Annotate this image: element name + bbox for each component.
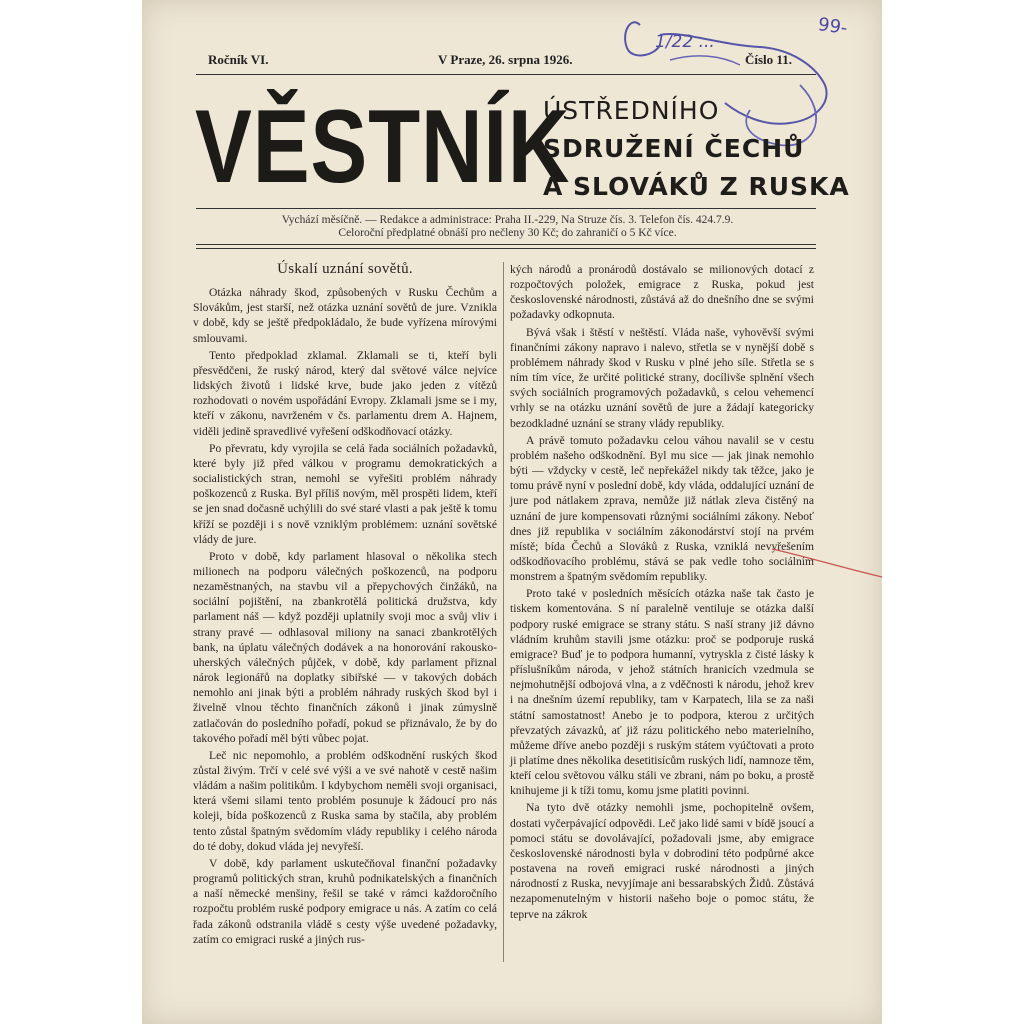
imprint-rule-1	[196, 244, 816, 245]
masthead-rule	[196, 208, 816, 209]
imprint-rule-2	[196, 248, 816, 249]
paragraph: Bývá však i štěstí v neštěstí. Vláda naše, vyhověvší svými finančními zákony napravo i nalevo, střetla se v nynější době s problémem náhrady škod v Rusku v plné jeho síle. Střetla se s ním tím více, že určité politické strany, docílivše splnění všech svých sociálních programových požadavků, s celou vehemencí vrhly se na otázku uznání sovětů de jure a žádají kategoricky bezodkladné uznání se strany vlády republiky.	[510, 325, 814, 430]
paragraph: V době, kdy parlament uskutečňoval finanční požadavky programů politických stran, kruhů podnikatelských a finančních a naší německé menšiny, řešil se také v rámci každoročního rozpočtu problém ruské podpory emigrace u nás. A zatím co celá řada zákonů odstranila vládě s cesty výše uvedené požadavky, zatím co emigraci ruské a jiných rus-	[193, 856, 497, 946]
article-right-column	[510, 262, 814, 924]
issue-number: Číslo 11.	[745, 52, 792, 67]
paragraph: kých národů a pronárodů dostávalo se milionových dotací z rozpočtových položek, emigrace z Ruska, pokud jest československé národnosti, zůstává až do dnešního dne se svými požadavky odkopnuta.	[510, 263, 814, 322]
article-title: Úskalí uznání sovětů.	[277, 261, 413, 277]
paragraph: Na tyto dvě otázky nemohli jsme, pochopitelně ovšem, dostati vyčerpávající odpovědi. Leč jako lidé sami v bídě jsoucí a pomoci státu se dovolávající, požadovali jsme, aby emigrace československé národnosti byla v dobrodiní této podpůrné akce postavena na roveň emigraci ruské národnosti a jiných národností z Ruska, nevyjímaje ani bessarabských Židů. Zůstává nezapomenutelným v historii našeho boje o pomoc státu, že teprve na zákrok	[510, 801, 814, 921]
place-date: V Praze, 26. srpna 1926.	[438, 52, 573, 67]
masthead-subtitle-2: SDRUŽENÍ ČECHŮ	[543, 134, 805, 163]
header-rule	[196, 74, 816, 75]
volume-label: Ročník VI.	[208, 52, 269, 67]
handwritten-number: 99-	[816, 14, 849, 39]
masthead-subtitle-1: ÚSTŘEDNÍHO	[543, 96, 720, 125]
paragraph: Proto také v posledních měsících otázka naše tak často je tiskem komentována. S ní paralelně ventiluje se otázka další podpory ruské emigrace se strany státu. S naší strany již dávno vládním kruhům stavili jsme otázku: proč se podporuje ruská emigrace? Buď je to podpora humanní, vytryskla z čisté lásky k příslušníkům národa, v jehož státních hranicích vzedmula se nejmohutnější odbojová vlna, a z vděčnosti k národu, jehož krev i na dnešním území republiky, tam v Karpatech, lila se za naši státní samostatnost! Anebo je to podpora, kterou z určitých převzatých závazků, ať již rázu politického nebo materielního, můžeme dříve anebo později s ruským státem vyúčtovati a proto ji platíme dnes několika desetitisícům ruských lidí, namnoze těm, kteří celou světovou válku stáli ve zbrani, nám po boku, a prostě knihujeme ji k tíži tomu, komu jsme platiti povinni.	[510, 587, 814, 798]
paragraph: Po převratu, kdy vyrojila se celá řada sociálních požadavků, které byly již před válkou v programu demokratických a socialistických stran, nemohl se vyřešiti problém náhrady poškozenců z Ruska. Byl příliš novým, měl prospěti lidem, kteří se jen snad dočasně uchýlili do své staré vlasti a pak ještě k tomu kříží se později i s nově vzniklým problémem: uznání sovětské vlády de jure.	[193, 441, 497, 546]
column-divider	[503, 262, 504, 962]
paragraph: Tento předpoklad zklamal. Zklamali se ti, kteří byli přesvědčeni, že ruský národ, který dal světové válce nejvíce lidských životů i lidské krve, bude jako jeden z vítězů rozhodovati o novém uspořádání Evropy. Zklamali jsme se i my, kteří v zákonu, navrženém v čs. parlamentu drem A. Hajnem, viděli jedině spravedlivé vyřešení odškodňovací otázky.	[193, 348, 497, 438]
article-left-column	[193, 262, 497, 949]
paragraph: Leč nic nepomohlo, a problém odškodnění ruských škod zůstal živým. Trčí v celé své výši a ve své nahotě v cestě našim vládám a našim politikům. I kdybychom neměli svoji organisaci, která všemi silami tento problém posunuje k žádoucí pro nás koleji, bída poškozenců z Ruska sama by stačila, aby problém tento zůstal špatným svědomím vlády republiky i celého národa do té doby, dokud vláda jej nevyřeší.	[193, 748, 497, 853]
imprint-line-1: Vychází měsíčně. — Redakce a administrace: Praha II.-229, Na Struze čís. 3. Telefon čís. 424.7.9.	[281, 214, 734, 226]
masthead-title: VĚSTNÍK	[195, 89, 571, 205]
paragraph: Proto v době, kdy parlament hlasoval o několika stech milionech na podporu válečných poškozenců, na podporu nezaměstnaných, na stavbu vil a přepychových činžáků, na sociální pojištění, na zbankrotělá politická družstva, kdy parlament náš — když později uplatnily svoji moc a svůj vliv i strany pravé — odhlasoval miliony na sanaci zbankrotělých bank, na úplatu válečných dodávek a na honorování rakousko-uherských válečných půjček, v době, kdy parlament přiznal nárok legionářů na doplatky sibiřské — v takových dobách nemohlo ani jinak býti a problém náhrady ruských škod byl i živelně vlnou těchto finančních zákonů i jinak zúmyslně zatlačován do posledního pořadí, pokud se přiznávalo, že by do takového pořadí měl býti vůbec pojat.	[193, 549, 497, 745]
imprint-line-2: Celoroční předplatné obnáší pro nečleny 30 Kč; do zahraničí o 5 Kč více.	[338, 227, 677, 239]
paragraph: Otázka náhrady škod, způsobených v Rusku Čechům a Slovákům, jest starší, než otázka uznání sovětů de jure. Vznikla v době, kdy se ještě předpokládalo, že bude vyřízena mírovými smlouvami.	[193, 286, 497, 345]
handwritten-note: 1/22 ...	[655, 32, 715, 52]
masthead-subtitle-3: A SLOVÁKŮ Z RUSKA	[543, 172, 850, 201]
pencil-mark	[770, 545, 885, 585]
paragraph: A právě tomuto požadavku celou váhou navalil se v cestu problém našeho odškodnění. Byl mu sice — jak jinak nemohlo býti — vždycky v cestě, leč nepřekážel nikdy tak těžce, jako je tomu právě nyní v poslední době, kdy vláda, oddalující uznání de jure pod nátlakem zprava, nemůže již nátlak zleva čistěný na uznání de jure kompensovati různými sociálními zákony. Neboť dnes již republika v sociálním zákonodárství stojí na prvém místě; bída Čechů a Slováků z Ruska, vzniklá nevyřešením odškodňovacího problému, stává se pak vedle toho sociálním monstrem a špatným svědomím republiky.	[510, 433, 814, 584]
